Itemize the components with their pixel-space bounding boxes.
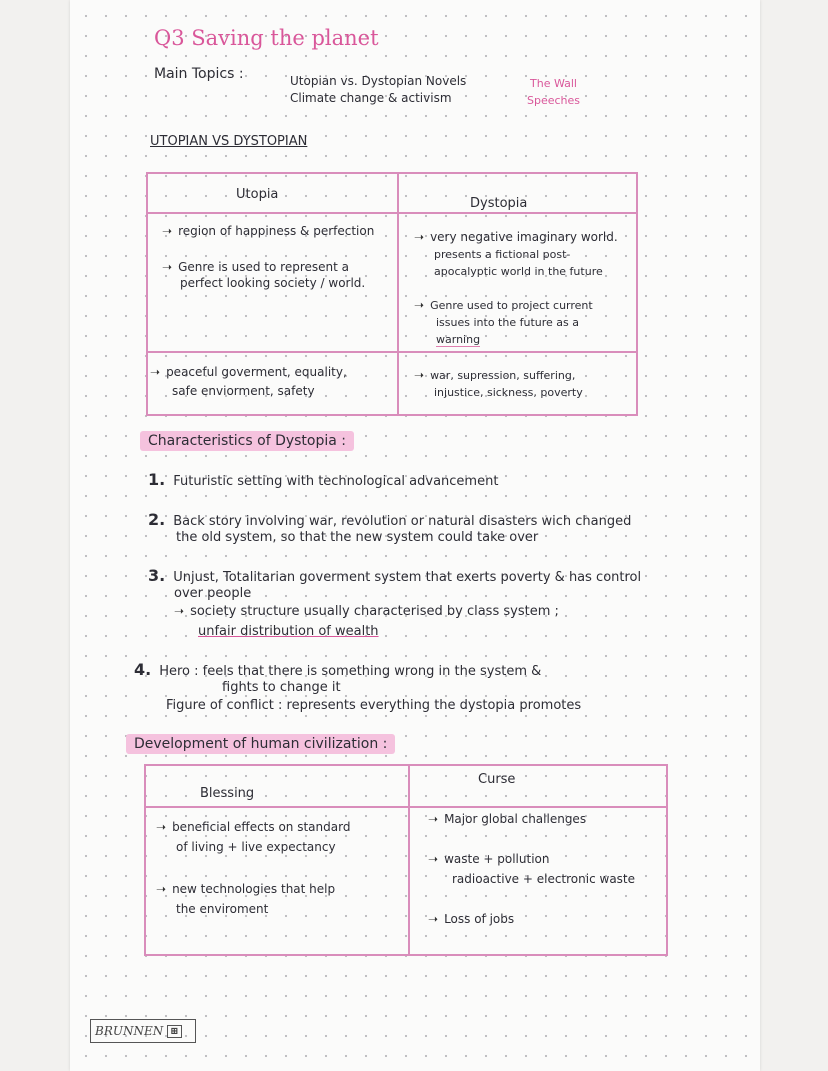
brand-mark-icon: ⊞ xyxy=(167,1025,181,1038)
col-dystopia: Dystopia xyxy=(470,196,528,211)
arrow-icon: ➝ xyxy=(156,820,167,834)
section-heading-development: Development of human civilization : xyxy=(126,736,395,752)
point-3-cont2: ➝ society structure usually characterised by class system ; xyxy=(174,604,559,619)
blessing-item-1-cont: of living + live expectancy xyxy=(176,840,336,854)
section-heading-characteristics: Characteristics of Dystopia : xyxy=(140,433,354,449)
curse-item-3: ➝ Loss of jobs xyxy=(428,912,515,926)
point-3: 3. Unjust, Totalitarian goverment system that exerts poverty & has control xyxy=(148,566,642,585)
dystopia-item-1-cont2: apocalyptic world in the future xyxy=(434,265,603,278)
table-divider xyxy=(397,174,399,414)
blessing-item-2-cont: the enviroment xyxy=(176,902,269,916)
main-topics-label: Main Topics : xyxy=(154,66,244,82)
curse-item-1: ➝ Major global challenges xyxy=(428,812,587,826)
arrow-icon: ➝ xyxy=(162,224,173,238)
arrow-icon: ➝ xyxy=(414,298,425,312)
side-topic-1: The Wall xyxy=(530,77,577,90)
arrow-icon: ➝ xyxy=(414,230,425,244)
arrow-icon: ➝ xyxy=(414,368,425,382)
col-curse: Curse xyxy=(478,772,516,787)
dystopia-item-1: ➝ very negative imaginary world. xyxy=(414,230,618,244)
topic-1: Utopian vs. Dystopian Novels xyxy=(290,74,467,88)
curse-item-2-cont: radioactive + electronic waste xyxy=(452,872,636,886)
point-4-cont1: fights to change it xyxy=(222,680,341,695)
utopia-item-2: ➝ Genre is used to represent a xyxy=(162,260,349,274)
dystopia-item-2: ➝ Genre used to project current xyxy=(414,298,593,312)
utopia-item-2-cont: perfect looking society / world. xyxy=(180,276,366,290)
dystopia-item-1-cont1: presents a fictional post- xyxy=(434,248,571,261)
utopia-bottom-2: safe enviorment, safety xyxy=(172,384,315,398)
blessing-item-2: ➝ new technologies that help xyxy=(156,882,336,896)
arrow-icon: ➝ xyxy=(428,852,439,866)
point-4-cont2: Figure of conflict : represents everything the dystopia promotes xyxy=(166,698,582,713)
dystopia-item-2-cont1: issues into the future as a xyxy=(436,316,579,329)
arrow-icon: ➝ xyxy=(162,260,173,274)
table2-header-line xyxy=(146,806,666,808)
utopia-bottom-1: ➝ peaceful goverment, equality, xyxy=(150,365,347,379)
point-3-cont3: unfair distribution of wealth xyxy=(198,624,379,639)
arrow-icon: ➝ xyxy=(428,812,439,826)
arrow-icon: ➝ xyxy=(174,604,185,618)
table-bottom-line xyxy=(148,351,636,353)
point-4: 4. Hero : feels that there is something wrong in the system & xyxy=(134,660,542,679)
point-3-cont1: over people xyxy=(174,586,252,601)
blessing-item-1: ➝ beneficial effects on standard xyxy=(156,820,351,834)
point-2: 2. Back story involving war, revolution or natural disasters wich changed xyxy=(148,510,632,529)
page-title: Q3 Saving the planet xyxy=(154,26,379,50)
brand-logo: BRUNNEN ⊞ xyxy=(90,1019,196,1043)
dystopia-bottom-2: injustice, sickness, poverty xyxy=(434,386,583,399)
curse-item-2: ➝ waste + pollution xyxy=(428,852,550,866)
side-topic-2: Speeches xyxy=(527,94,581,107)
arrow-icon: ➝ xyxy=(150,365,161,379)
table2-divider xyxy=(408,766,410,954)
utopia-item-1: ➝ region of happiness & perfection xyxy=(162,224,375,238)
dystopia-item-2-cont2: warning xyxy=(436,333,481,346)
col-blessing: Blessing xyxy=(200,786,255,801)
table-header-line xyxy=(148,212,636,214)
section-heading-utopian: UTOPIAN VS DYSTOPIAN xyxy=(150,134,308,149)
topic-2: Climate change & activism xyxy=(290,91,452,105)
col-utopia: Utopia xyxy=(236,187,279,202)
dystopia-bottom-1: ➝ war, supression, suffering, xyxy=(414,368,576,382)
arrow-icon: ➝ xyxy=(428,912,439,926)
arrow-icon: ➝ xyxy=(156,882,167,896)
point-1: 1. Futuristic setting with technological advancement xyxy=(148,470,499,489)
point-2-cont: the old system, so that the new system could take over xyxy=(176,530,539,545)
